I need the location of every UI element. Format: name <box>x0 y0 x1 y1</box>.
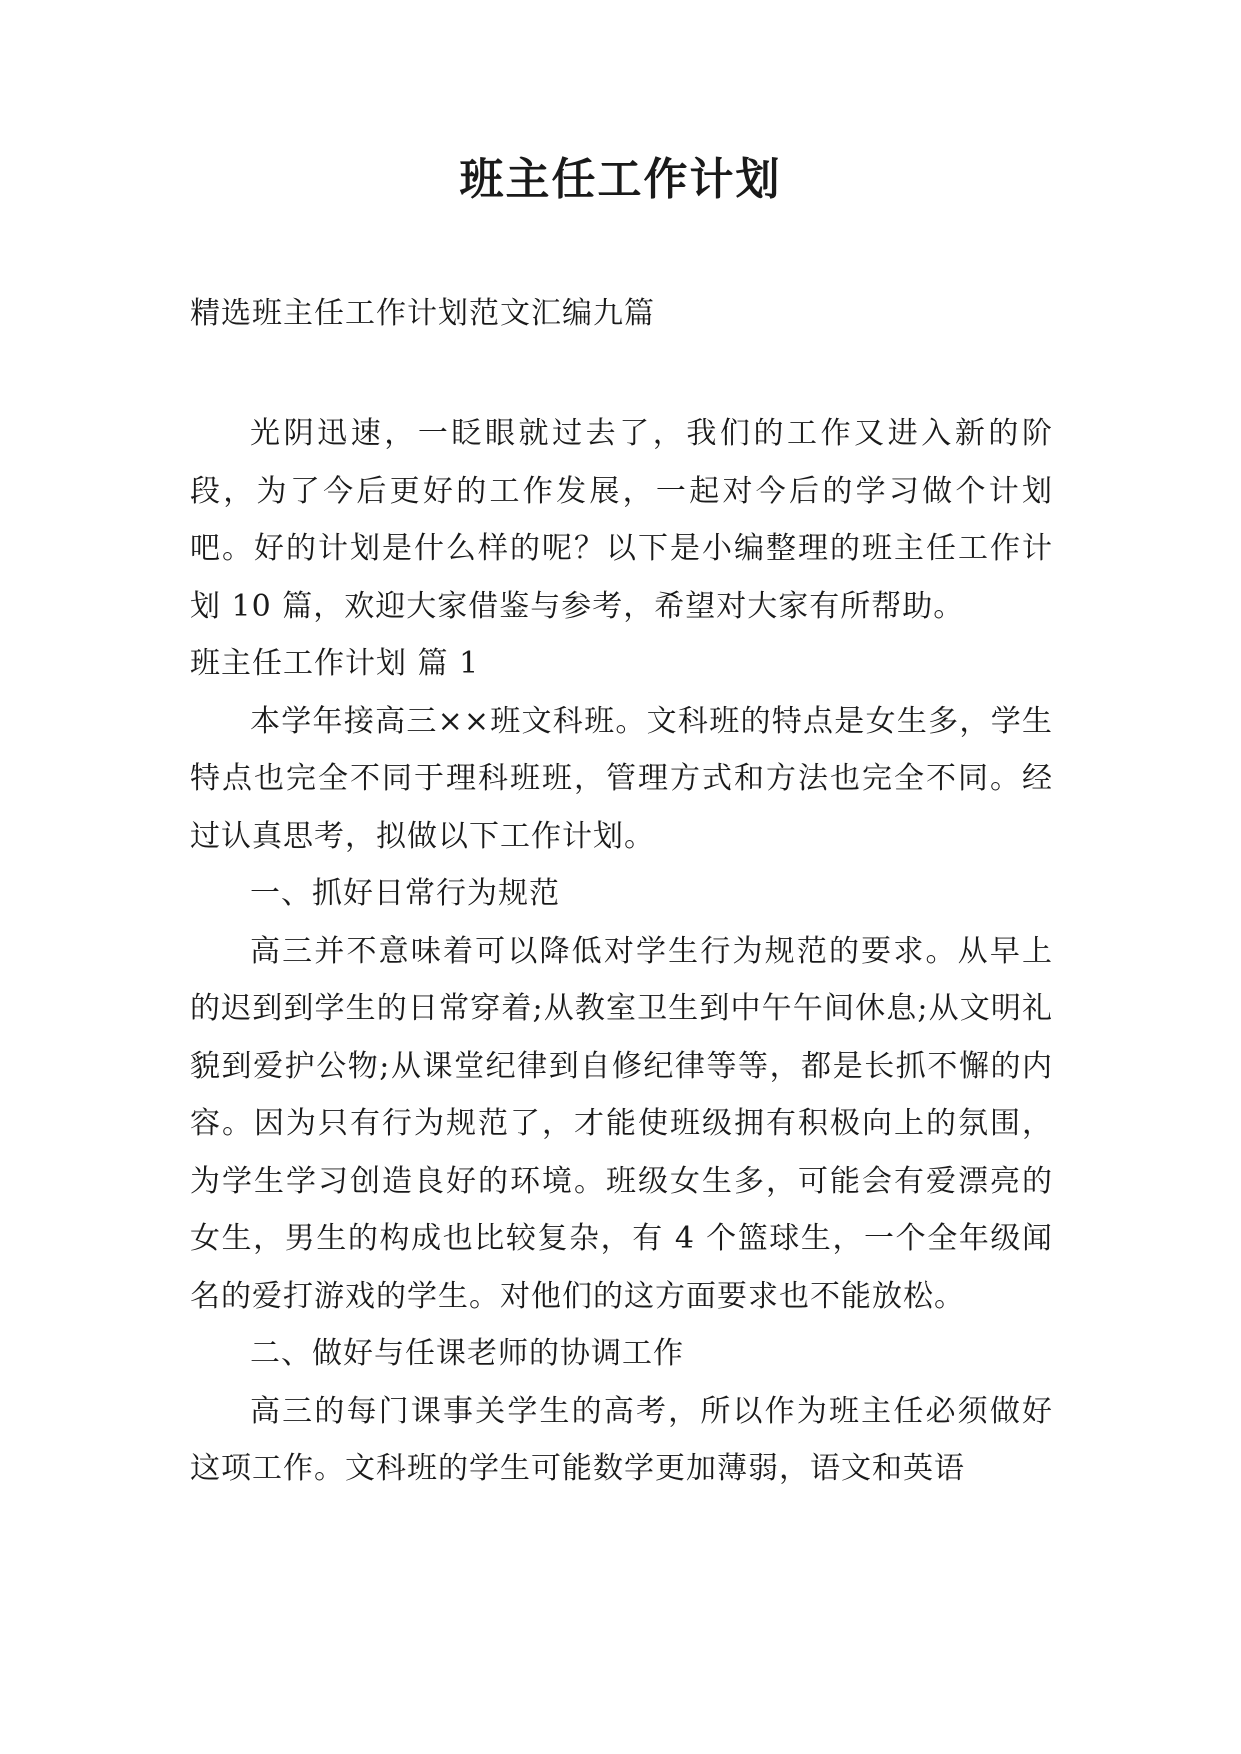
document-title: 班主任工作计划 <box>459 154 782 205</box>
document-subtitle: 精选班主任工作计划范文汇编九篇 <box>190 296 655 331</box>
heading-2: 二、做好与任课老师的协调工作 <box>250 1336 684 1371</box>
paragraph-1: 本学年接高三××班文科班。文科班的特点是女生多，学生特点也完全不同于理科班班，管理方式和方法也完全不同。经过认真思考，拟做以下工作计划。 <box>190 703 1053 854</box>
paragraph-3: 高三的每门课事关学生的高考，所以作为班主任必须做好这项工作。文科班的学生可能数学更加薄弱，语文和英语 <box>190 1393 1053 1486</box>
section-title: 班主任工作计划 篇 1 <box>190 646 480 681</box>
intro-paragraph: 光阴迅速，一眨眼就过去了，我们的工作又进入新的阶段，为了今后更好的工作发展，一起对今后的学习做个计划吧。好的计划是什么样的呢？以下是小编整理的班主任工作计划 10 篇，欢迎大家借鉴与参考，希望对大家有所帮助。 <box>190 416 1053 624</box>
heading-1: 一、抓好日常行为规范 <box>250 876 560 911</box>
document-body <box>190 405 1053 1498</box>
paragraph-2: 高三并不意味着可以降低对学生行为规范的要求。从早上的迟到到学生的日常穿着;从教室卫生到中午午间休息;从文明礼貌到爱护公物;从课堂纪律到自修纪律等等，都是长抓不懈的内容。因为只有行为规范了，才能使班级拥有积极向上的氛围，为学生学习创造良好的环境。班级女生多，可能会有爱漂亮的女生，男生的构成也比较复杂，有 4 个篮球生，一个全年级闻名的爱打游戏的学生。对他们的这方面要求也不能放松。 <box>190 933 1053 1314</box>
